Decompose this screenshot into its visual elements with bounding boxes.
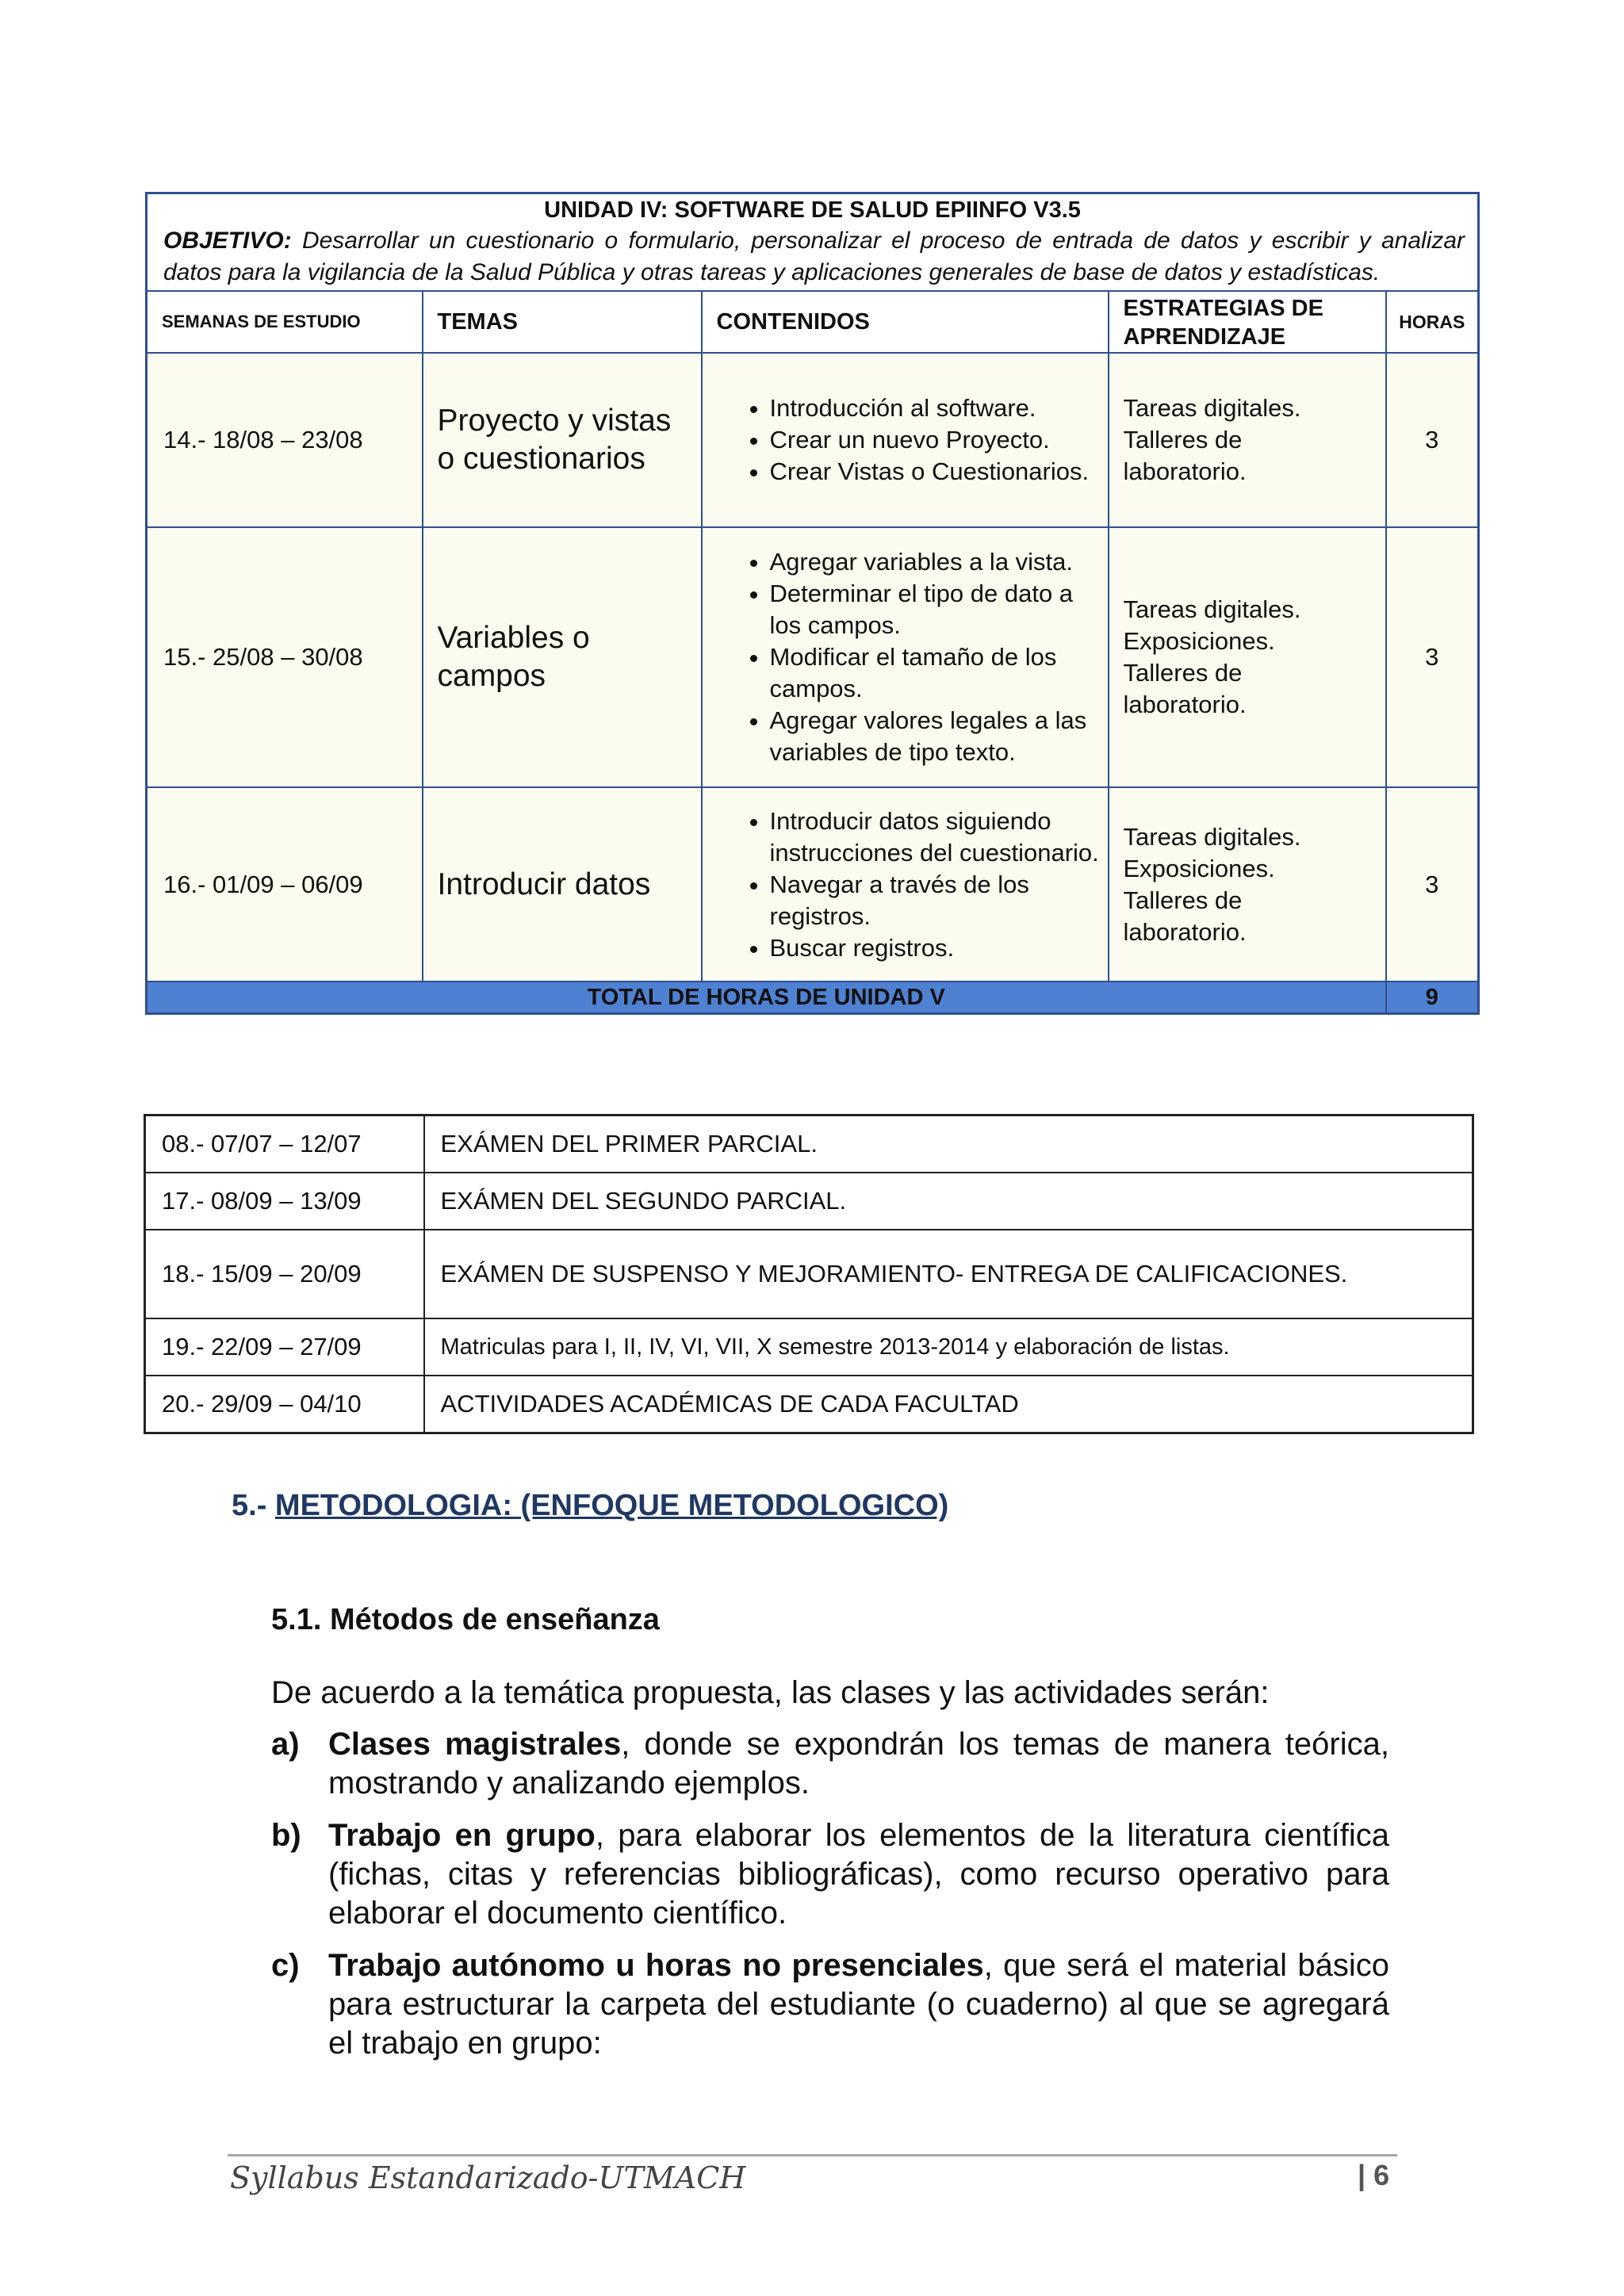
unit-table [145, 192, 1480, 1015]
section-number: 5.- [232, 1489, 267, 1522]
table-header-row [147, 291, 1479, 353]
contenidos-list [734, 392, 1100, 488]
list-item: • Crear Vistas o Cuestionarios. [770, 456, 1100, 488]
page-number: | 6 [1358, 2159, 1390, 2191]
list-item: • Introducción al software. [770, 392, 1100, 424]
contenidos-cell [702, 527, 1109, 787]
exam-week: 20.- 29/09 – 04/10 [145, 1376, 424, 1433]
contenidos-cell [702, 787, 1109, 982]
exam-table [144, 1114, 1474, 1434]
item-letter: c) [271, 1948, 300, 1983]
strategy-item: Tareas digitales. [1123, 394, 1301, 422]
exam-description: ACTIVIDADES ACADÉMICAS DE CADA FACULTAD [424, 1376, 1473, 1433]
item-term: Trabajo autónomo u horas no presenciales [328, 1948, 984, 1983]
estrategias-cell [1109, 527, 1386, 787]
intro-paragraph: De acuerdo a la temática propuesta, las clases y las actividades serán: [271, 1675, 1270, 1710]
header-estrategias: ESTRATEGIAS DE APRENDIZAJE [1109, 291, 1386, 353]
header-temas: TEMAS [423, 291, 702, 353]
contenidos-list [734, 806, 1100, 964]
item-letter: a) [271, 1727, 300, 1762]
week-cell: 16.- 01/09 – 06/09 [147, 787, 423, 982]
horas-cell: 3 [1386, 353, 1479, 527]
strategy-item: Exposiciones. [1123, 854, 1275, 882]
unit-title-row [147, 193, 1479, 226]
estrategias-cell [1109, 353, 1386, 527]
list-item: • Crear un nuevo Proyecto. [770, 424, 1100, 456]
contenidos-cell [702, 353, 1109, 527]
strategy-item: Talleres de laboratorio. [1123, 659, 1247, 718]
exam-description: EXÁMEN DEL SEGUNDO PARCIAL. [424, 1173, 1473, 1230]
exam-description: EXÁMEN DEL PRIMER PARCIAL. [424, 1115, 1473, 1173]
exam-description: Matriculas para I, II, IV, VI, VII, X semestre 2013-2014 y elaboración de listas. [424, 1318, 1473, 1376]
item-letter: b) [271, 1818, 301, 1853]
strategy-item: Exposiciones. [1123, 627, 1275, 655]
total-row [147, 982, 1479, 1014]
table-row [145, 1173, 1473, 1230]
list-item: • Introducir datos siguiendo instrucciones del cuestionario. [770, 806, 1100, 869]
list-item [271, 1946, 1389, 2063]
week-cell: 14.- 18/08 – 23/08 [147, 353, 423, 527]
list-item: • Modificar el tamaño de los campos. [770, 641, 1100, 705]
list-item [271, 1725, 1389, 1803]
exam-week: 08.- 07/07 – 12/07 [145, 1115, 424, 1173]
item-term: Clases magistrales [328, 1727, 622, 1762]
table-row [145, 1115, 1473, 1173]
horas-cell: 3 [1386, 787, 1479, 982]
exam-week: 19.- 22/09 – 27/09 [145, 1318, 424, 1376]
estrategias-cell [1109, 787, 1386, 982]
item-text: , donde se expondrán los temas de manera teórica, mostrando y analizando ejemplos. [328, 1727, 1389, 1800]
section-heading [232, 1489, 948, 1523]
strategy-item: Tareas digitales. [1123, 822, 1301, 851]
header-semanas: SEMANAS DE ESTUDIO [147, 291, 423, 353]
item-text: , que será el material básico para estructurar la carpeta del estudiante (o cuaderno) al que se agregará el trabajo en grupo: [328, 1948, 1389, 2061]
strategy-item: Tareas digitales. [1123, 595, 1301, 623]
list-item [271, 1816, 1389, 1933]
list-item: • Navegar a través de los registros. [770, 869, 1100, 932]
table-row [147, 787, 1479, 982]
list-item: • Determinar el tipo de dato a los campos. [770, 578, 1100, 641]
strategy-item: Talleres de laboratorio. [1123, 426, 1247, 485]
unit-title: UNIDAD IV: SOFTWARE DE SALUD EPIINFO V3.5 [147, 193, 1479, 226]
subsection-heading: 5.1. Métodos de enseñanza [271, 1603, 660, 1636]
table-row [145, 1318, 1473, 1376]
footer-title: Syllabus Estandarizado-UTMACH [230, 2160, 746, 2195]
exam-description: EXÁMEN DE SUSPENSO Y MEJORAMIENTO- ENTREGA DE CALIFICACIONES. [424, 1230, 1473, 1318]
horas-cell: 3 [1386, 527, 1479, 787]
tema-cell: Variables o campos [423, 527, 702, 787]
methods-list [271, 1725, 1389, 2076]
tema-cell: Proyecto y vistas o cuestionarios [423, 353, 702, 527]
table-row [147, 353, 1479, 527]
section-title: METODOLOGIA: (ENFOQUE METODOLOGICO) [274, 1489, 949, 1522]
total-label: TOTAL DE HORAS DE UNIDAD V [147, 982, 1386, 1014]
list-item: • Agregar variables a la vista. [770, 546, 1100, 578]
exam-week: 18.- 15/09 – 20/09 [145, 1230, 424, 1318]
objective-label: OBJETIVO: [163, 228, 292, 254]
unit-objective [147, 225, 1479, 291]
objective-text: Desarrollar un cuestionario o formulario, personalizar el proceso de entrada de datos y escribir y analizar datos para la vigilancia de la Salud Pública y otras tareas y aplicaciones generales de base de datos y estadísticas. [163, 228, 1465, 285]
strategy-item: Talleres de laboratorio. [1123, 886, 1247, 946]
header-horas: HORAS [1386, 291, 1479, 353]
item-term: Trabajo en grupo [328, 1818, 596, 1853]
contenidos-list [734, 546, 1100, 768]
item-text: , para elaborar los elementos de la literatura científica (fichas, citas y referencias bibliográficas), como recurso operativo para elaborar el documento científico. [328, 1818, 1389, 1931]
table-row [145, 1230, 1473, 1318]
list-item: • Buscar registros. [770, 932, 1100, 964]
total-value: 9 [1386, 982, 1479, 1014]
week-cell: 15.- 25/08 – 30/08 [147, 527, 423, 787]
header-contenidos: CONTENIDOS [702, 291, 1109, 353]
list-item: • Agregar valores legales a las variables de tipo texto. [770, 705, 1100, 768]
table-row [147, 527, 1479, 787]
exam-week: 17.- 08/09 – 13/09 [145, 1173, 424, 1230]
table-row [145, 1376, 1473, 1433]
unit-objective-row [147, 225, 1479, 291]
tema-cell: Introducir datos [423, 787, 702, 982]
footer-divider [228, 2154, 1397, 2156]
